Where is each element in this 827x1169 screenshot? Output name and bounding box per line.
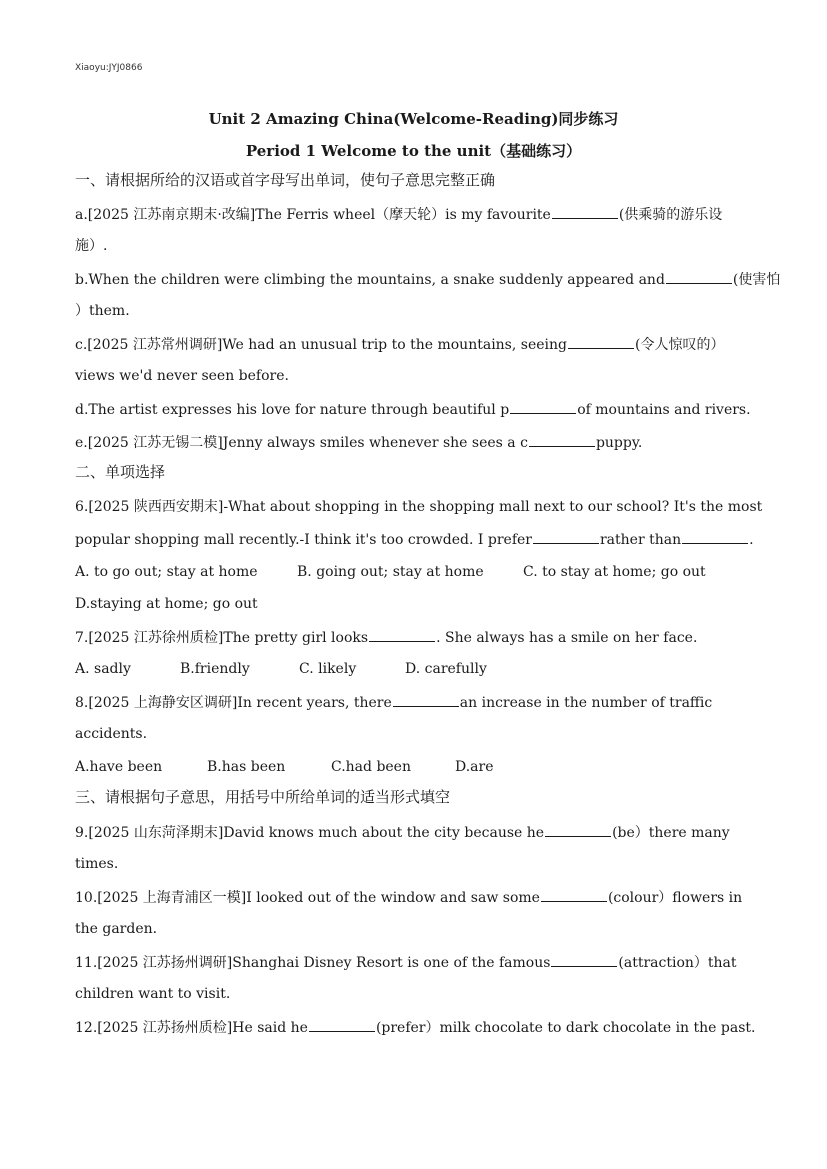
question-11-continued: children want to visit. bbox=[75, 986, 231, 1002]
question-a-continued: 施）. bbox=[75, 238, 108, 254]
answer-blank[interactable] bbox=[682, 529, 748, 544]
header-watermark: Xiaoyu:JYJ0866 bbox=[75, 63, 143, 73]
question-8 bbox=[75, 692, 755, 713]
answer-blank[interactable] bbox=[551, 952, 617, 967]
question-b-continued: ）them. bbox=[75, 303, 130, 319]
question-text: (prefer）milk chocolate to dark chocolate in the past. bbox=[375, 1020, 756, 1036]
question-9 bbox=[75, 822, 755, 843]
question-text: . bbox=[749, 532, 754, 548]
question-10 bbox=[75, 887, 755, 908]
question-text: d.The artist expresses his love for nature through beautiful p bbox=[75, 402, 510, 418]
section-heading-3: 三、请根据句子意思，用括号中所给单词的适当形式填空 bbox=[75, 788, 451, 806]
question-12 bbox=[75, 1017, 755, 1038]
question-text: 10.[2025 上海青浦区一模]I looked out of the window and saw some bbox=[75, 890, 540, 906]
question-text: (be）there many bbox=[612, 825, 730, 841]
answer-blank[interactable] bbox=[510, 399, 576, 414]
question-text: an increase in the number of traffic bbox=[459, 695, 713, 711]
question-text: (使害怕 bbox=[732, 272, 781, 288]
question-text: 11.[2025 江苏扬州调研]Shanghai Disney Resort is one of the famous bbox=[75, 955, 551, 971]
question-text: c.[2025 江苏常州调研]We had an unusual trip to the mountains, seeing bbox=[75, 337, 567, 353]
option-b[interactable]: B.friendly bbox=[180, 661, 250, 677]
question-d bbox=[75, 399, 755, 420]
question-8-continued: accidents. bbox=[75, 726, 148, 742]
answer-blank[interactable] bbox=[309, 1017, 375, 1032]
option-b[interactable]: B. going out; stay at home bbox=[297, 564, 484, 580]
question-e bbox=[75, 432, 755, 453]
option-b[interactable]: B.has been bbox=[207, 759, 286, 775]
answer-blank[interactable] bbox=[552, 204, 618, 219]
question-text: 12.[2025 江苏扬州质检]He said he bbox=[75, 1020, 308, 1036]
question-text: of mountains and rivers. bbox=[577, 402, 751, 418]
option-a[interactable]: A.have been bbox=[75, 759, 163, 775]
option-a[interactable]: A. sadly bbox=[75, 661, 131, 677]
question-text: 8.[2025 上海静安区调研]In recent years, there bbox=[75, 695, 392, 711]
question-6: 6.[2025 陕西西安期末]-What about shopping in the shopping mall next to our school? It's the most bbox=[75, 499, 763, 515]
question-a bbox=[75, 204, 755, 225]
question-text: popular shopping mall recently.-I think it's too crowded. I prefer bbox=[75, 532, 532, 548]
question-text: puppy. bbox=[595, 435, 643, 451]
question-text: 7.[2025 江苏徐州质检]The pretty girl looks bbox=[75, 630, 369, 646]
worksheet-subtitle: Period 1 Welcome to the unit（基础练习） bbox=[245, 142, 582, 160]
question-10-continued: the garden. bbox=[75, 921, 158, 937]
section-heading-2: 二、单项选择 bbox=[75, 463, 166, 481]
option-d[interactable]: D. carefully bbox=[405, 661, 487, 677]
section-heading-1: 一、请根据所给的汉语或首字母写出单词，使句子意思完整正确 bbox=[75, 171, 496, 189]
question-text: (attraction）that bbox=[618, 955, 737, 971]
question-9-continued: times. bbox=[75, 856, 119, 872]
question-text: . She always has a smile on her face. bbox=[436, 630, 698, 646]
question-c-continued: views we'd never seen before. bbox=[75, 368, 289, 384]
answer-blank[interactable] bbox=[541, 887, 607, 902]
option-a[interactable]: A. to go out; stay at home bbox=[75, 564, 258, 580]
question-text: (colour）flowers in bbox=[607, 890, 743, 906]
option-d[interactable]: D.are bbox=[455, 759, 494, 775]
answer-blank[interactable] bbox=[545, 822, 611, 837]
option-c[interactable]: C. to stay at home; go out bbox=[523, 564, 706, 580]
answer-blank[interactable] bbox=[369, 627, 435, 642]
answer-blank[interactable] bbox=[393, 692, 459, 707]
question-text: rather than bbox=[599, 532, 682, 548]
question-7 bbox=[75, 627, 755, 648]
answer-blank[interactable] bbox=[666, 269, 732, 284]
question-text: e.[2025 江苏无锡二模]Jenny always smiles whenever she sees a c bbox=[75, 435, 528, 451]
question-text: b.When the children were climbing the mountains, a snake suddenly appeared and bbox=[75, 272, 665, 288]
question-text: (供乘骑的游乐设 bbox=[618, 207, 723, 223]
question-c bbox=[75, 334, 755, 355]
option-c[interactable]: C.had been bbox=[331, 759, 411, 775]
question-b bbox=[75, 269, 781, 290]
answer-blank[interactable] bbox=[529, 432, 595, 447]
question-11 bbox=[75, 952, 755, 973]
question-text: 9.[2025 山东菏泽期末]David knows much about the city because he bbox=[75, 825, 545, 841]
question-6-continued bbox=[75, 529, 755, 550]
worksheet-title: Unit 2 Amazing China(Welcome-Reading)同步练习 bbox=[208, 110, 619, 128]
question-text: (令人惊叹的） bbox=[634, 337, 725, 353]
question-text: a.[2025 江苏南京期末·改编]The Ferris wheel（摩天轮）is my favourite bbox=[75, 207, 551, 223]
answer-blank[interactable] bbox=[533, 529, 599, 544]
option-c[interactable]: C. likely bbox=[299, 661, 357, 677]
answer-blank[interactable] bbox=[568, 334, 634, 349]
option-d[interactable]: D.staying at home; go out bbox=[75, 596, 258, 612]
